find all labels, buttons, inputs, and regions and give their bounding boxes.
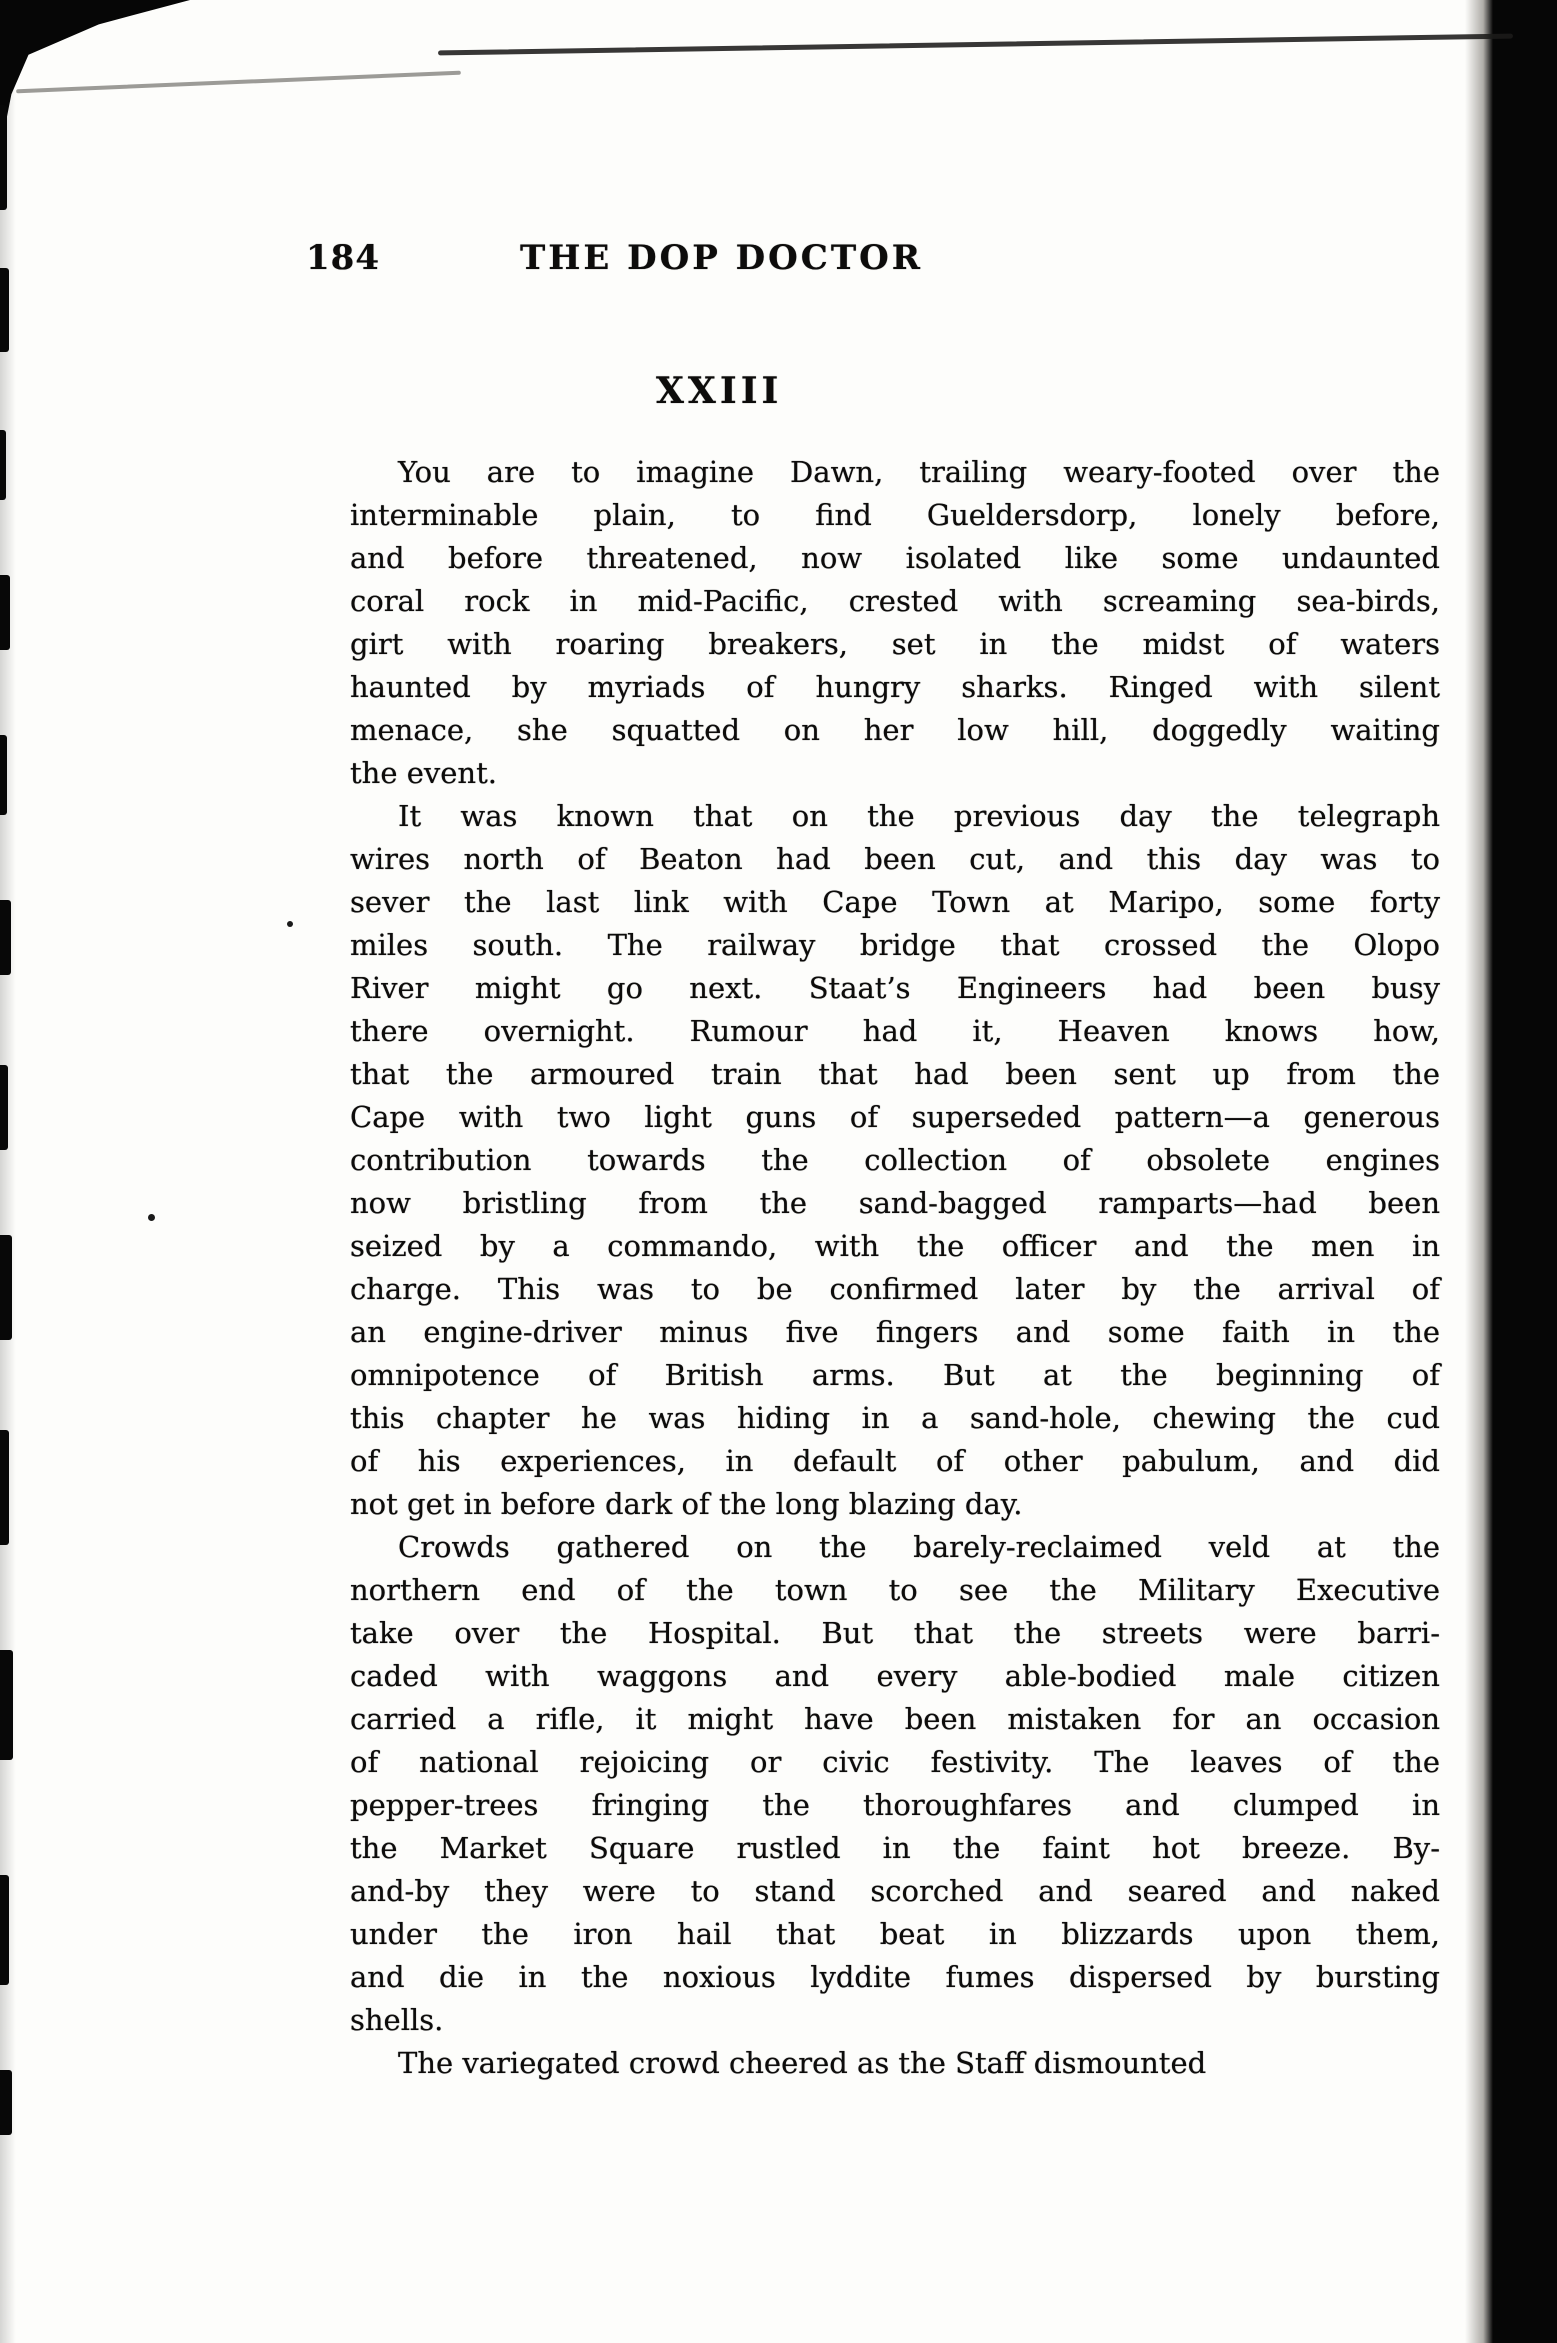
scan-edge-mark (0, 1235, 12, 1340)
chapter-heading: XXIII (656, 370, 783, 412)
text-line: there overnight. Rumour had it, Heaven knows how, (350, 1014, 1440, 1048)
scan-edge-mark (0, 1430, 9, 1545)
text-line: menace, she squatted on her low hill, doggedly waiting (350, 713, 1440, 747)
scan-edge-mark (0, 1875, 9, 1985)
text-line: not get in before dark of the long blazing day. (350, 1487, 1023, 1521)
text-line: now bristling from the sand-bagged ramparts—had been (350, 1186, 1440, 1220)
text-line: of national rejoicing or civic festivity. The leaves of the (350, 1745, 1440, 1779)
text-line: Cape with two light guns of superseded pattern—a generous (350, 1100, 1440, 1134)
text-line: under the iron hail that beat in blizzards upon them, (350, 1917, 1440, 1951)
text-line: sever the last link with Cape Town at Maripo, some forty (350, 885, 1440, 919)
text-line: carried a rifle, it might have been mistaken for an occasion (350, 1702, 1440, 1736)
text-line: and die in the noxious lyddite fumes dispersed by bursting (350, 1960, 1440, 1994)
ink-dot (148, 1214, 155, 1221)
text-line: northern end of the town to see the Military Executive (350, 1573, 1440, 1607)
page-number: 184 (306, 238, 380, 278)
text-line: seized by a commando, with the officer and the men in (350, 1229, 1440, 1263)
text-line: miles south. The railway bridge that crossed the Olopo (350, 928, 1440, 962)
text-line: the Market Square rustled in the faint hot breeze. By- (350, 1831, 1440, 1865)
text-line: interminable plain, to find Gueldersdorp, lonely before, (350, 498, 1440, 532)
paragraph (350, 1526, 1440, 2042)
text-line: caded with waggons and every able-bodied male citizen (350, 1659, 1440, 1693)
scan-crease-line (438, 34, 1513, 56)
scan-edge-mark (0, 430, 6, 500)
text-line: girt with roaring breakers, set in the midst of waters (350, 627, 1440, 661)
text-line: haunted by myriads of hungry sharks. Ringed with silent (350, 670, 1440, 704)
text-line: and-by they were to stand scorched and seared and naked (350, 1874, 1440, 1908)
text-line: and before threatened, now isolated like some undaunted (350, 541, 1440, 575)
text-line: coral rock in mid-Pacific, crested with screaming sea-birds, (350, 584, 1440, 618)
paragraph (350, 451, 1440, 795)
scan-corner-fold (0, 0, 190, 152)
text-line: an engine-driver minus five fingers and some faith in the (350, 1315, 1440, 1349)
text-line: wires north of Beaton had been cut, and this day was to (350, 842, 1440, 876)
text-line: The variegated crowd cheered as the Staff dismounted (398, 2046, 1207, 2080)
text-line: pepper-trees fringing the thoroughfares and clumped in (350, 1788, 1440, 1822)
scan-edge-mark (0, 105, 7, 210)
paragraph (350, 2042, 1440, 2085)
text-line: omnipotence of British arms. But at the beginning of (350, 1358, 1440, 1392)
body-text (350, 451, 1440, 2085)
text-line: It was known that on the previous day the telegraph (398, 799, 1440, 833)
scan-edge-mark (0, 1065, 8, 1150)
text-line: charge. This was to be confirmed later by the arrival of (350, 1272, 1440, 1306)
paragraph (350, 795, 1440, 1526)
text-line: River might go next. Staat’s Engineers had been busy (350, 971, 1440, 1005)
text-line: You are to imagine Dawn, trailing weary-footed over the (398, 455, 1440, 489)
scan-right-black-band (1493, 0, 1557, 2343)
scan-edge-mark (0, 1650, 13, 1760)
running-title: THE DOP DOCTOR (520, 238, 924, 278)
scan-edge-mark (0, 735, 7, 815)
scan-crease-line-faint (16, 71, 461, 94)
scan-edge-mark (0, 2070, 12, 2135)
text-line: Crowds gathered on the barely-reclaimed veld at the (398, 1530, 1440, 1564)
text-line: take over the Hospital. But that the streets were barri- (350, 1616, 1440, 1650)
scan-edge-mark (0, 268, 9, 352)
text-line: that the armoured train that had been sent up from the (350, 1057, 1440, 1091)
text-line: this chapter he was hiding in a sand-hole, chewing the cud (350, 1401, 1440, 1435)
text-line: contribution towards the collection of obsolete engines (350, 1143, 1440, 1177)
scan-edge-mark (0, 900, 11, 975)
text-line: shells. (350, 2003, 444, 2037)
text-line: of his experiences, in default of other pabulum, and did (350, 1444, 1440, 1478)
text-line: the event. (350, 756, 497, 790)
scan-edge-mark (0, 575, 10, 650)
ink-dot (287, 921, 293, 927)
